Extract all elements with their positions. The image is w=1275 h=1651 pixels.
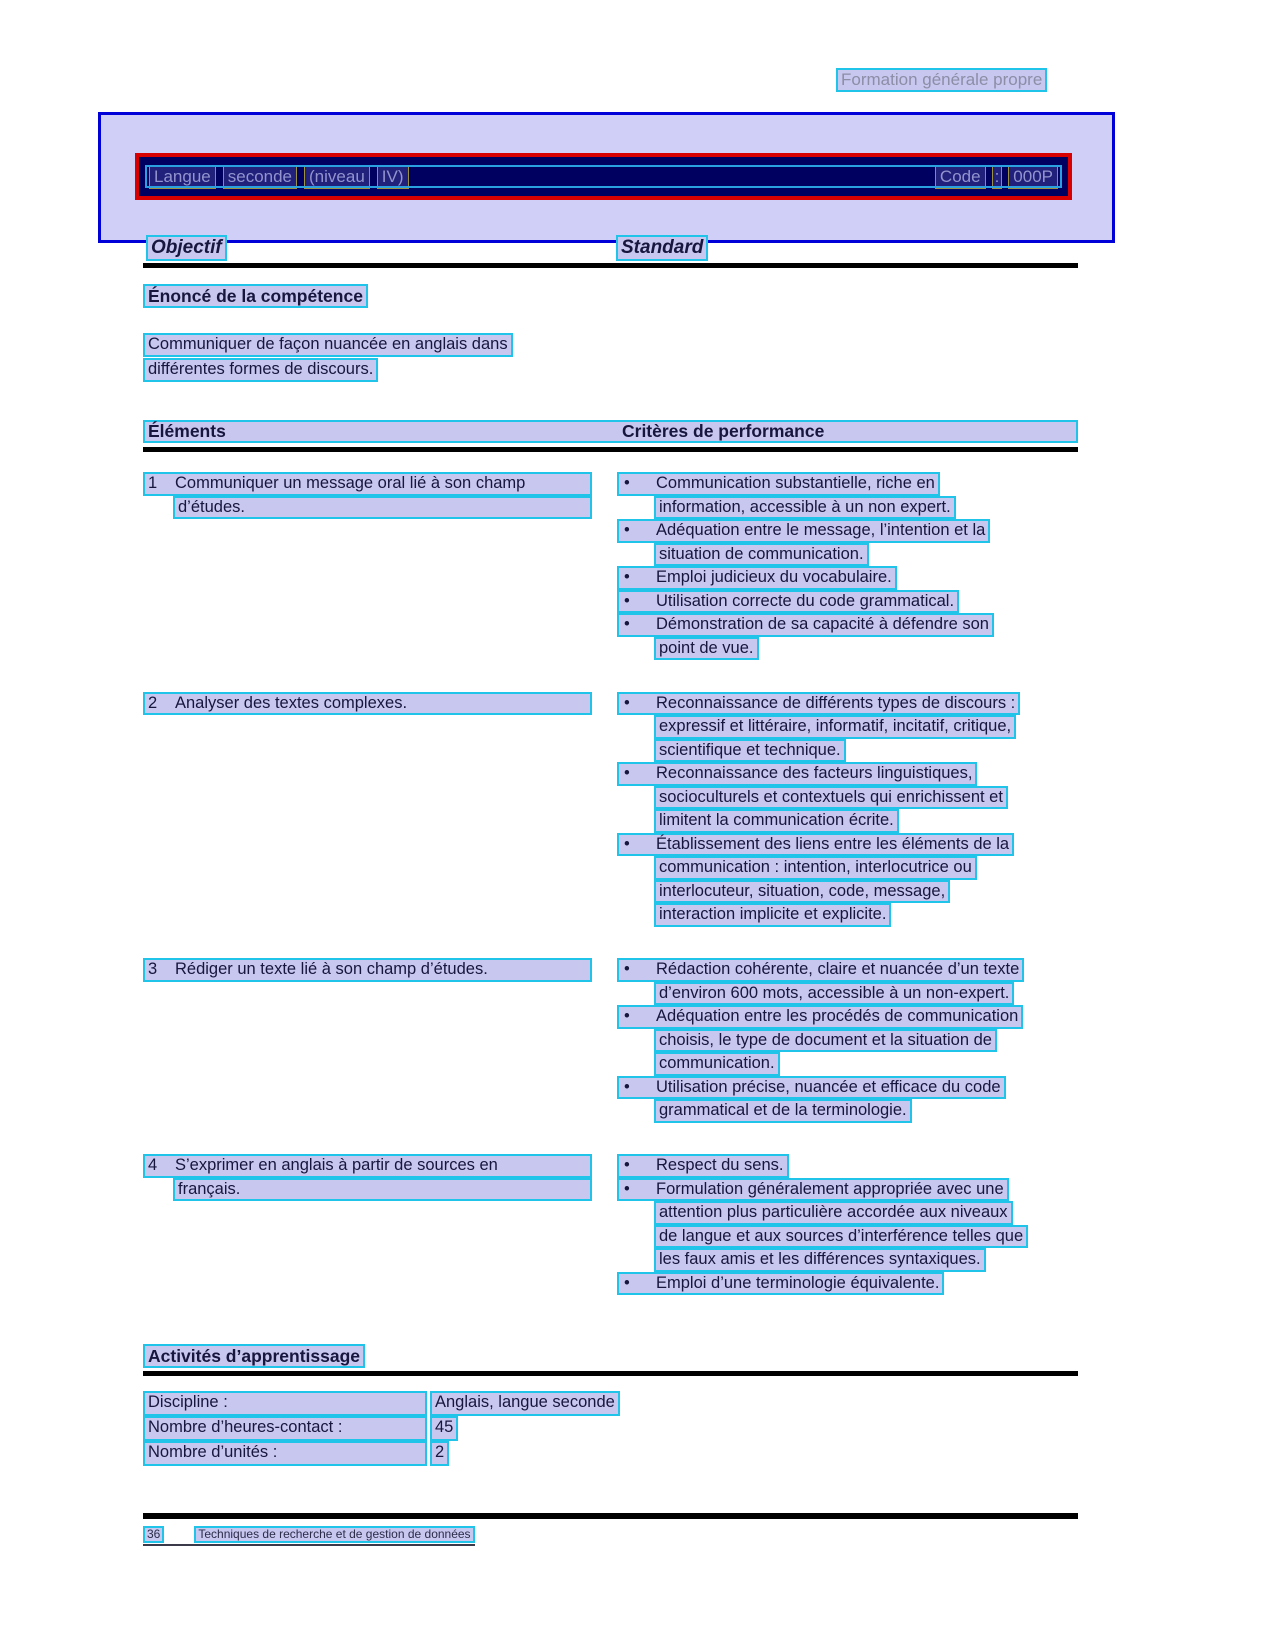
element-cell bbox=[143, 1154, 592, 1295]
horizontal-rule bbox=[143, 447, 1078, 452]
bullet-icon: • bbox=[624, 1077, 630, 1096]
activities-heading-label: Activités d’apprentissage bbox=[143, 1344, 365, 1368]
enonce-paragraph bbox=[143, 333, 513, 383]
page-footer bbox=[143, 1526, 475, 1546]
horizontal-rule bbox=[143, 1371, 1078, 1376]
bullet-icon: • bbox=[624, 615, 630, 633]
element-line: 3 Rédiger un texte lié à son champ d’études. bbox=[143, 958, 592, 982]
element-number: 3 bbox=[148, 960, 158, 978]
criterion-line: expressif et littéraire, informatif, incitatif, critique, bbox=[654, 715, 1016, 739]
element-number: 2 bbox=[148, 693, 158, 712]
info-label: Discipline : bbox=[143, 1391, 427, 1416]
criterion-line: d’environ 600 mots, accessible à un non-expert. bbox=[654, 982, 1014, 1006]
criterion-line: situation de communication. bbox=[654, 543, 869, 567]
criterion-line: • Utilisation correcte du code grammatical. bbox=[617, 590, 959, 614]
title-word: Langue bbox=[149, 165, 216, 189]
table-row bbox=[143, 1154, 1078, 1295]
bullet-icon: • bbox=[624, 1179, 630, 1198]
page-eyebrow bbox=[836, 68, 1047, 92]
criterion-line: communication. bbox=[654, 1052, 780, 1076]
horizontal-rule bbox=[143, 1513, 1078, 1519]
criteria-cell bbox=[617, 1154, 1078, 1295]
info-row bbox=[143, 1416, 620, 1441]
bullet-icon: • bbox=[624, 960, 630, 978]
criterion-line: grammatical et de la terminologie. bbox=[654, 1099, 912, 1123]
criterion-line: • Établissement des liens entre les éléments de la bbox=[617, 833, 1014, 857]
element-line: français. bbox=[173, 1178, 592, 1202]
code-value: 000P bbox=[1008, 165, 1058, 189]
criterion-line: information, accessible à un non expert. bbox=[654, 496, 956, 520]
course-title bbox=[149, 165, 409, 189]
criterion-line: scientifique et technique. bbox=[654, 739, 846, 763]
enonce-line: Communiquer de façon nuancée en anglais dans bbox=[143, 333, 513, 357]
bullet-icon: • bbox=[624, 834, 630, 853]
enonce-line: différentes formes de discours. bbox=[143, 358, 378, 382]
bullet-icon: • bbox=[624, 1273, 630, 1292]
objectif-label: Objectif bbox=[146, 235, 227, 261]
criteria-cell bbox=[617, 692, 1078, 927]
info-label: Nombre d’unités : bbox=[143, 1441, 427, 1466]
criterion-line: • Démonstration de sa capacité à défendre son bbox=[617, 613, 994, 637]
code-separator: : bbox=[992, 165, 1003, 189]
criterion-line: communication : intention, interlocutrice ou bbox=[654, 856, 977, 880]
column-header-standard bbox=[616, 235, 708, 261]
table-row bbox=[143, 692, 1078, 927]
course-title-bar bbox=[135, 153, 1072, 200]
element-line: d’études. bbox=[173, 496, 592, 520]
enonce-heading bbox=[143, 284, 368, 308]
criterion-line: interlocuteur, situation, code, message, bbox=[654, 880, 950, 904]
criterion-line: socioculturels et contextuels qui enrichissent et bbox=[654, 786, 1008, 810]
elements-rows bbox=[143, 472, 1078, 1327]
column-header-objectif bbox=[146, 235, 227, 261]
page-number: 36 bbox=[143, 1526, 164, 1543]
criterion-line: • Reconnaissance des facteurs linguistiques, bbox=[617, 762, 977, 786]
criterion-line: point de vue. bbox=[654, 637, 759, 661]
activities-info bbox=[143, 1391, 620, 1466]
element-line: 4 S’exprimer en anglais à partir de sources en bbox=[143, 1154, 592, 1178]
criterion-line: • Communication substantielle, riche en bbox=[617, 472, 940, 496]
bullet-icon: • bbox=[624, 474, 630, 492]
bullet-icon: • bbox=[624, 591, 630, 610]
criterion-line: • Adéquation entre les procédés de communication bbox=[617, 1005, 1023, 1029]
criterion-line: choisis, le type de document et la situation de bbox=[654, 1029, 997, 1053]
activities-heading bbox=[143, 1344, 365, 1368]
criterion-line: • Reconnaissance de différents types de discours : bbox=[617, 692, 1020, 716]
criterion-line: • Respect du sens. bbox=[617, 1154, 789, 1178]
info-row bbox=[143, 1441, 620, 1466]
element-cell bbox=[143, 692, 592, 927]
bullet-icon: • bbox=[624, 521, 630, 539]
criterion-line: • Emploi d’une terminologie équivalente. bbox=[617, 1272, 944, 1296]
bullet-icon: • bbox=[624, 693, 630, 712]
element-line: 1 Communiquer un message oral lié à son champ bbox=[143, 472, 592, 496]
criterion-line: limitent la communication écrite. bbox=[654, 809, 899, 833]
criterion-line: attention plus particulière accordée aux niveaux bbox=[654, 1201, 1013, 1225]
element-number: 1 bbox=[148, 474, 158, 492]
bullet-icon: • bbox=[624, 764, 630, 782]
element-cell bbox=[143, 958, 592, 1123]
info-value: 45 bbox=[430, 1416, 458, 1441]
criterion-line: interaction implicite et explicite. bbox=[654, 903, 891, 927]
eyebrow-label: Formation générale propre bbox=[836, 68, 1047, 92]
footer-doc-title: Techniques de recherche et de gestion de données bbox=[194, 1526, 474, 1543]
criterion-line: • Emploi judicieux du vocabulaire. bbox=[617, 566, 897, 590]
course-code bbox=[935, 165, 1058, 189]
title-word: seconde bbox=[223, 165, 297, 189]
info-value: 2 bbox=[430, 1441, 449, 1466]
title-word: (niveau bbox=[304, 165, 370, 189]
criteria-cell bbox=[617, 472, 1078, 660]
info-row bbox=[143, 1391, 620, 1416]
criterion-line: • Utilisation précise, nuancée et efficace du code bbox=[617, 1076, 1006, 1100]
bullet-icon: • bbox=[624, 1007, 630, 1025]
criterion-line: • Formulation généralement appropriée avec une bbox=[617, 1178, 1009, 1202]
element-number: 4 bbox=[148, 1156, 158, 1174]
criterion-line: de langue et aux sources d’interférence telles que bbox=[654, 1225, 1028, 1249]
horizontal-rule bbox=[143, 263, 1078, 268]
table-header-row bbox=[143, 420, 1078, 443]
bullet-icon: • bbox=[624, 568, 630, 586]
criteres-header: Critères de performance bbox=[622, 421, 825, 441]
code-label: Code bbox=[935, 165, 986, 189]
table-row bbox=[143, 958, 1078, 1123]
criteria-cell bbox=[617, 958, 1078, 1123]
info-value: Anglais, langue seconde bbox=[430, 1391, 620, 1416]
table-row bbox=[143, 472, 1078, 660]
elements-header: Éléments bbox=[148, 421, 226, 441]
criterion-line: • Rédaction cohérente, claire et nuancée d’un texte bbox=[617, 958, 1024, 982]
bullet-icon: • bbox=[624, 1156, 630, 1174]
info-label: Nombre d’heures-contact : bbox=[143, 1416, 427, 1441]
enonce-heading-label: Énoncé de la compétence bbox=[143, 284, 368, 308]
element-line: 2 Analyser des textes complexes. bbox=[143, 692, 592, 716]
element-cell bbox=[143, 472, 592, 660]
criterion-line: • Adéquation entre le message, l’intention et la bbox=[617, 519, 990, 543]
standard-label: Standard bbox=[616, 235, 708, 261]
title-word: IV) bbox=[377, 165, 409, 189]
criterion-line: les faux amis et les différences syntaxiques. bbox=[654, 1248, 986, 1272]
